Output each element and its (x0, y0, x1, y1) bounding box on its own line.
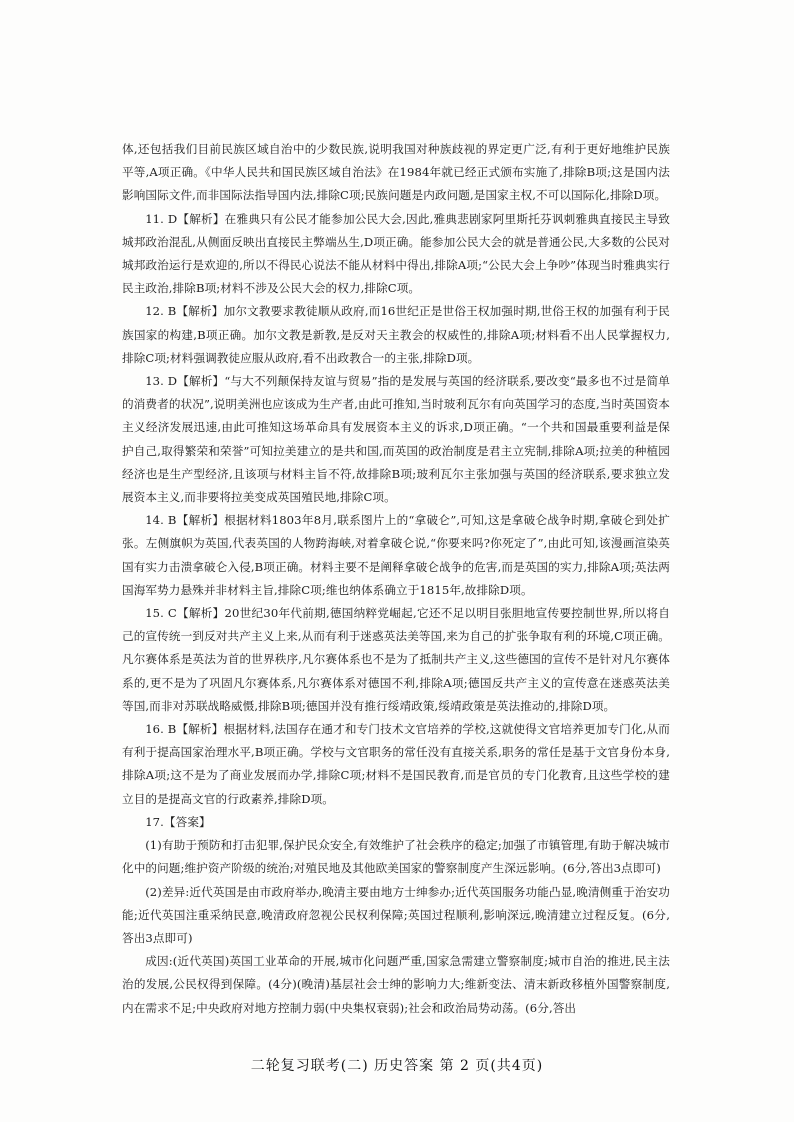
paragraph-q14: 14. B【解析】根据材料1803年8月,联系图片上的“拿破仑”,可知,这是拿破仑战争时期,拿破仑到处扩张。左侧旗帜为英国,代表英国的人物跨海峡,对着拿破仑说,“你要来吗?你死定了”,由此可知,该漫画渲染英国有实力击溃拿破仑入侵,B项正确。材料主要不是阐释拿破仑战争的危害,而是英国的实力,排除A项;英法两国海军势力悬殊并非材料主旨,排除C项;维也纳体系确立于1815年,故排除D项。 (122, 513, 670, 597)
paragraph-q17-part2-difference: (2)差异:近代英国是由市政府举办,晚清主要由地方士绅参办;近代英国服务功能凸显,晚清侧重于治安功能;近代英国注重采纳民意,晚清政府忽视公民权利保障;英国过程顺利,影响深远,晚清建立过程反复。(6分,答出3点即可) (122, 884, 670, 945)
paragraph-q16: 16. B【解析】根据材料,法国存在通才和专门技术文官培养的学校,这就使得文官培养更加专门化,从而有利于提高国家治理水平,B项正确。学校与文官职务的常任没有直接关系,职务的常任是基于文官身份本身,排除A项;这不是为了商业发展而办学,排除C项;材料不是国民教育,而是官员的专门化教育,且这些学校的建立目的是提高文官的行政素养,排除D项。 (122, 722, 670, 806)
paragraph-q15: 15. C【解析】20世纪30年代前期,德国纳粹党崛起,它还不足以明目张胆地宣传要控制世界,所以将自己的宣传统一到反对共产主义上来,从而有利于迷惑英法美等国,来为自己的扩张争取有利的环境,C项正确。凡尔赛体系是英法为首的世界秩序,凡尔赛体系也不是为了抵制共产主义,这些德国的宣传不是针对凡尔赛体系的,更不是为了巩固凡尔赛体系,凡尔赛体系对德国不利,排除A项;德国反共产主义的宣传意在迷惑英法美等国,而非对苏联战略威慑,排除B项;德国并没有推行绥靖政策,绥靖政策是英法推动的,排除D项。 (122, 606, 670, 713)
paragraph-q11: 11. D【解析】在雅典只有公民才能参加公民大会,因此,雅典悲剧家阿里斯托芬讽刺雅典直接民主导致城邦政治混乱,从侧面反映出直接民主弊端丛生,D项正确。能参加公民大会的就是普通公民,大多数的公民对城邦政治运行是欢迎的,所以不得民心说法不能从材料中得出,排除A项;“公民大会上争吵”体现当时雅典实行民主政治,排除B项;材料不涉及公民大会的权力,排除C项。 (122, 211, 670, 296)
paragraph-q17-part1: (1)有助于预防和打击犯罪,保护民众安全,有效维护了社会秩序的稳定;加强了市镇管理,有助于解决城市化中的问题;维护资产阶级的统治;对殖民地及其他欧美国家的警察制度产生深远影响。(6分,答出3点即可) (122, 838, 670, 876)
answer-text-body (122, 138, 670, 1020)
page-footer: 二轮复习联考(二) 历史答案 第 2 页(共4页) (250, 1058, 544, 1074)
paragraph-q12: 12. B【解析】加尔文教要求教徒顺从政府,而16世纪正是世俗王权加强时期,世俗王权的加强有利于民族国家的构建,B项正确。加尔文教是新教,是反对天主教会的权威性的,排除A项;材料看不出人民掌握权力,排除C项;材料强调教徒应服从政府,看不出政教合一的主张,排除D项。 (122, 304, 670, 365)
paragraph-q10-continuation: 体,还包括我们目前民族区域自治中的少数民族,说明我国对种族歧视的界定更广泛,有利于更好地维护民族平等,A项正确。《中华人民共和国民族区域自治法》在1984年就已经正式颁布实施了,排除B项;这是国内法影响国际文件,而非国际法指导国内法,排除C项;民族问题是内政问题,是国家主权,不可以国际化,排除D项。 (122, 142, 670, 203)
paragraph-q17-part2-cause: 成因:(近代英国)英国工业革命的开展,城市化问题严重,国家急需建立警察制度;城市自治的推进,民主法治的发展,公民权得到保障。(4分)(晚清)基层社会士绅的影响力大;维新变法、清末新政移植外国警察制度,内在需求不足;中央政府对地方控制力弱(中央集权衰弱);社会和政治局势动荡。(6分,答出 (122, 954, 670, 1015)
paragraph-q13: 13. D【解析】“与大不列颠保持友谊与贸易”指的是发展与英国的经济联系,要改变“最多也不过是简单的消费者的状况”,说明美洲也应该成为生产者,由此可推知,当时玻利瓦尔有向英国学习的态度,当时英国资本主义经济发展迅速,由此可推知这场革命具有发展资本主义的诉求,D项正确。“一个共和国最重要利益是保护自己,取得繁荣和荣誉”可知拉美建立的是共和国,而英国的政治制度是君主立宪制,排除A项;拉美的种植园经济也是生产型经济,且该项与材料主旨不符,故排除B项;玻利瓦尔主张加强与英国的经济联系,要求独立发展资本主义,而非要将拉美变成英国殖民地,排除C项。 (122, 374, 670, 505)
paragraph-q17-heading: 17.【答案】 (145, 814, 211, 829)
